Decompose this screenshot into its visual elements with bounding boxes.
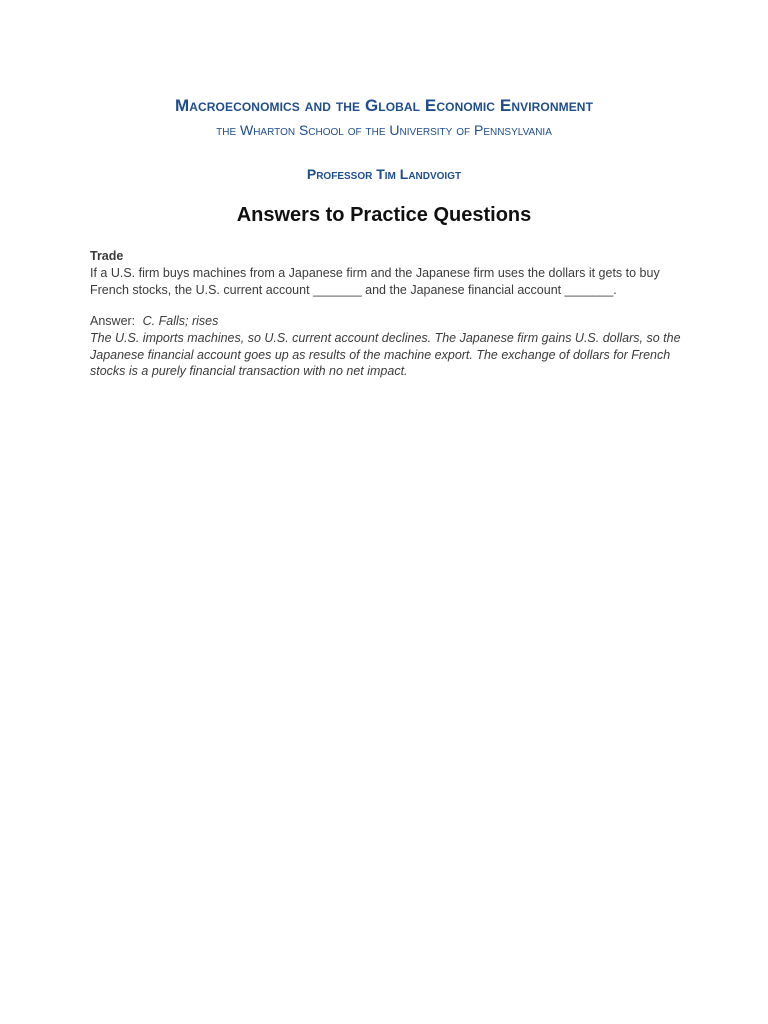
document-title: Answers to Practice Questions bbox=[236, 204, 532, 226]
answer-explanation: The U.S. imports machines, so U.S. current account declines. The Japanese firm gains U.S. dollars, so the Japanese financial account goes up as results of the machine export. The exchange of dollars for French stocks is a purely financial transaction with no net impact. bbox=[90, 331, 681, 378]
course-title: Macroeconomics and the Global Economic Environment bbox=[175, 96, 593, 115]
school-name: the Wharton School of the University of Pennsylvania bbox=[216, 122, 552, 138]
question-text: If a U.S. firm buys machines from a Japanese firm and the Japanese firm uses the dollars it gets to buy French stocks, the U.S. current account _______ and the Japanese financial account _______. bbox=[90, 266, 660, 297]
answer-label: Answer: bbox=[90, 314, 136, 328]
professor-name: Professor Tim Landvoigt bbox=[306, 166, 462, 182]
answer-line bbox=[90, 313, 690, 330]
answer-choice: C. Falls; rises bbox=[142, 314, 219, 328]
section-label: Trade bbox=[90, 249, 124, 263]
